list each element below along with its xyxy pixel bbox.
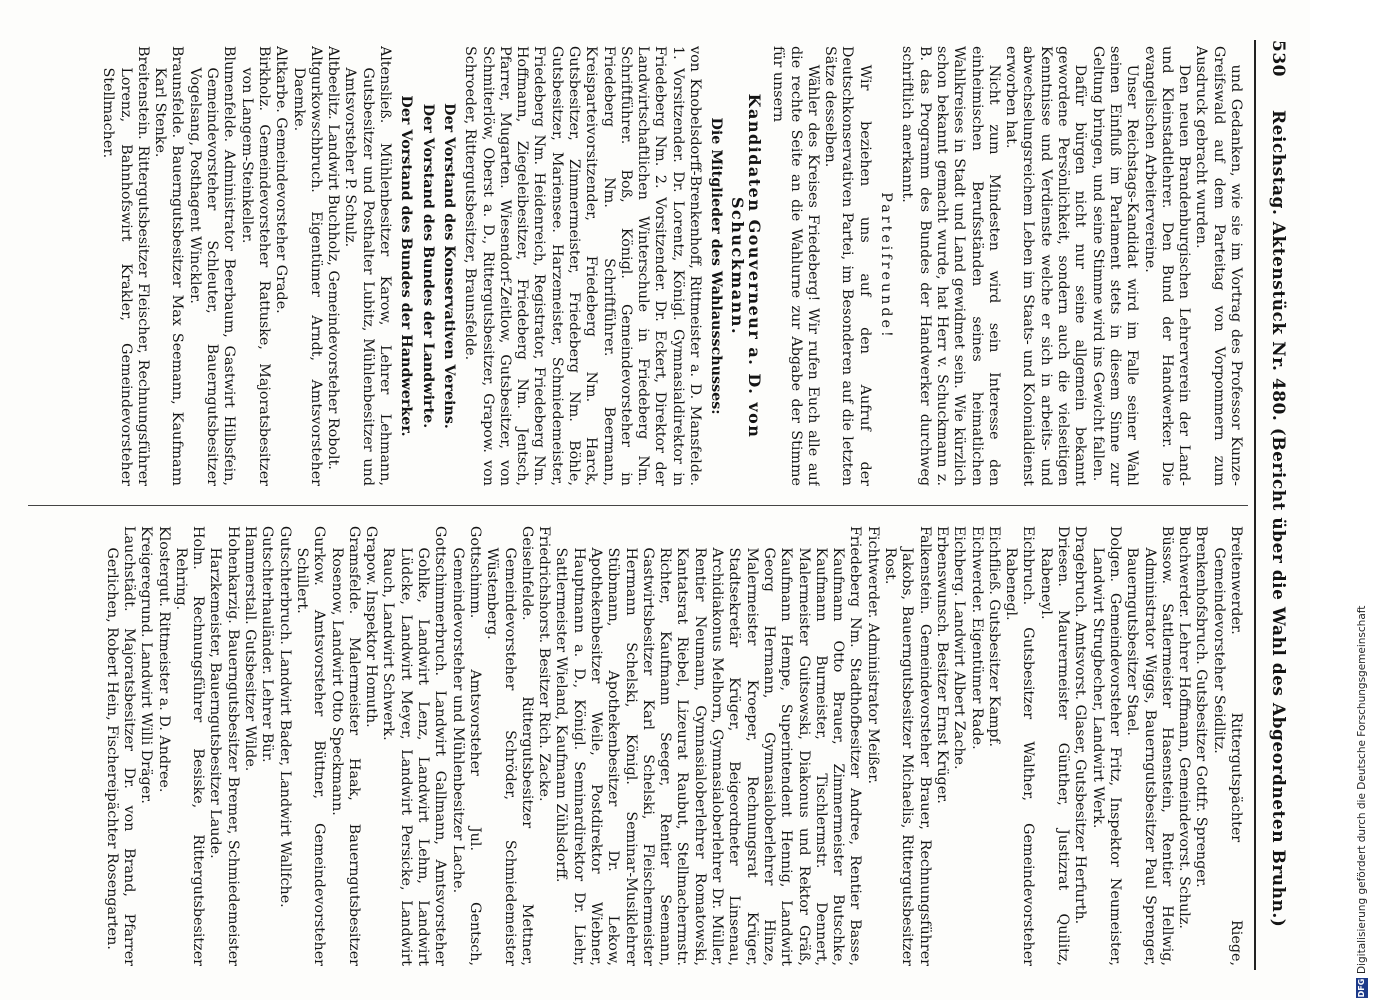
appeal-paragraphs bbox=[769, 46, 873, 486]
list-item: Brenkenhofsbruch. Gutsbesitzer Gottfr. Sprenger. bbox=[1193, 526, 1210, 888]
list-item: Gramsfelde. Malermeister Haak, Bauerngutsbesitzer Rosenow, Landwirt Otto Speckmann. bbox=[328, 526, 362, 966]
conservative-union-heading: Der Vorstand des Konservativen Vereins. bbox=[440, 103, 457, 429]
list-item: Gutschterhauländer. Lehrer Bür. bbox=[259, 526, 276, 763]
paragraph: Unser Reichstags-Kandidat wird im Falle seiner Wahl seinen Einfluß im Parlament stets in diesem Sinne zur Geltung bringen, und seine Stimme wird ins Gewicht fallen. bbox=[1089, 46, 1141, 486]
digitization-note-text: Digitalisierung gefördert durch die Deutsche Forschungsgemeinschaft bbox=[1356, 605, 1368, 974]
list-item: Altkarbe. Gemeindevorsteher Grade. bbox=[273, 46, 290, 314]
list-item: Geiselnfelde. Rittergutsbesitzer Mettner, Gemeindevorsteher Schröder, Schmiedemeister Wüstenberg. bbox=[484, 526, 535, 966]
list-item: Altgurkowschbruch. Eigentümer Arndt, Amtsvorsteher Daemke. bbox=[290, 46, 324, 486]
list-item: Altbeelitz. Landwirt Buchholz, Gemeindevorsteher Robolt. bbox=[325, 46, 342, 470]
farmers-union-heading: Der Vorstand des Bundes der Landwirte. bbox=[419, 103, 436, 429]
appeal-paragraph: Wähler des Kreises Friedeberg! Wir rufen Euch alle auf die rechte Seite an die Wahlurne zur Abgabe der Stimme für unsern bbox=[770, 46, 821, 486]
page-header bbox=[1258, 40, 1288, 970]
list-item: Lauchstädt. Majoratsbesitzer Dr. von Brand, Pfarrer Gerlichen, Robert Hein, Fischereipächter Rosengarten. bbox=[103, 526, 137, 966]
list-item: Driesen. Maurermeister Günther, Justizrat Quilitz, Rabeneyl. bbox=[1037, 526, 1072, 966]
right-entry-list bbox=[102, 526, 1244, 966]
parteifreunde-heading: Parteifreunde! bbox=[878, 192, 895, 340]
list-item: Eichberg. Landwirt Albert Zache. bbox=[951, 526, 968, 770]
paragraph: Nicht zum Mindesten wird sein Interesse den einheimischen Berufsständen seines heimatlichen Wahlkreises in Stadt und Land gewidmet sein. Wie kürzlich schon bekannt gemacht wurde, hat Herr v. Schuckmann z. B. das Programm des Bundes der Handwerker durchweg schriftlich anerkannt. bbox=[899, 46, 1002, 486]
list-item: Eichbruch. Gutsbesitzer Walther, Gemeindevorsteher Rabenegl. bbox=[1003, 526, 1037, 966]
list-item: Kreigeregrund. Landwirt Willi Dräger. bbox=[138, 526, 155, 804]
list-item: Gottschimm. Amtsvorsteher Jul. Gentsch, Gemeindevorsteher und Mühlenbesitzer Lache. bbox=[449, 526, 483, 966]
list-item: Friedeberg Nm. Stadthofbesitzer Andree, Rentier Basse, Kaufmann Otto Brauer, Zimmermeister Butschke, Kaufmann Burmeister, Tischlermstr. Dennert, Malermeister Guitsowski, Diakonus und Rektor Gräß, Kaufmann Hempe, Superintendent Hennig, Landwirt Georg Hermann, Gymnasialoberlehrer Hinze, Malermeister Kroeper, Rechnungsrat Krüger, Stadtsekretär Krüger, Beigeordneter Linsenau, Archidiakonus Melhorn, Gymnasialoberlehrer Dr. Müller, Rentier Neumann, Gymnasialoberlehrer Romatowski, Kantatsrat Riebel, Lizeurat Raubut, Stellmachermstr. Richter, Kaufmann Seeger, Rentier Seemann, Gastwirtsbesitzer Karl Schelski, Fleischermeister Hermann Schelski, Königl. Seminar-Musiklehrer Stübmann, Apothekenbesitzer Dr. Lekow, Apothekenbesitzer Weile, Postdirektor Wiebner, Hauptmann a. D., Königl. Seminardirektor Dr. Liehr, Sattlermeister Wieland, Kaufmann Zühlsdorff. bbox=[553, 526, 864, 966]
left-entry-list bbox=[99, 46, 393, 486]
paragraph: Den neuen Brandenburgischen Lehrerverein der Land- und Kleinstadtlehrer. Den Bund der Handwerker. Die evangelischen Arbeitervereine. bbox=[1141, 46, 1193, 486]
list-item: Eichwerder. Eigentümer Rade. bbox=[968, 526, 985, 750]
column-divider bbox=[28, 505, 1248, 506]
list-item: Klostergut. Rittmeister a. D. Andree. bbox=[155, 526, 172, 793]
list-item: Hohenkarzig. Bauerngutsbesitzer Bremer, Schmiedemeister Harzkemeister, Bauerngutsbesitzer Laude. bbox=[207, 526, 241, 966]
list-item: Dragebruch. Amtsvorst. Glaser, Gutsbesitzer Herfurth. bbox=[1072, 526, 1089, 925]
committee-text: von Knobelsdorff-Brenkenhoff, Rittmeister a. D. Mansfelde. 1. Vorsitzender. Dr. Lorentz, Königl. Gymnasialdirektor in Friedeberg Nm. 2. Vorsitzender. Dr. Eckert, Direktor der Landwirtschaftlichen Winterschule in Friedeberg Nm. Schriftführer. Boß, Königl. Gemeindevorsteher in Friedeberg Nm. Schriftführer. Beermann, Kreisparteivorsitzender, Friedeberg Nm. Harck, Gutsbesitzer, Zimmermeister, Friedeberg Nm. Böhle, Gutsbesitzer, Mariensee. Harzemeister, Schmiedemeister, Friedeberg Nm. Heidenreich, Registrator, Friedeberg Nm. Hoffmann, Ziegeleibesitzer, Friedeberg Nm. Jentsch, Pfarrer, Mugarten. Wiesendorf-Zeitlow, Gutsbesitzer, von Schmiterlöw, Oberst a. D., Rittergutsbesitzer, Grapow. von Schroeder, Rittergutsbesitzer, Braunsfelde. bbox=[462, 46, 704, 486]
list-item: Falkenstein. Gemeindevorsteher Brauer, Rechnungsführer Jakobs, Bauerngutsbesitzer Michaelis, Rittergutsbesitzer Rost. bbox=[882, 526, 933, 966]
craftsmen-union-heading: Der Vorstand des Bundes der Handwerker. bbox=[398, 95, 415, 437]
list-item: Breitenwerder. Rittergutspächter Riege, Gemeindevorsteher Seidlitz. bbox=[1210, 526, 1244, 966]
list-item: Erbenswunsch. Besitzer Ernst Krüger. bbox=[933, 526, 950, 804]
list-item: Gurkow. Amtsvorsteher Büttner, Gemeindevorsteher Schillert. bbox=[293, 526, 328, 966]
list-item: Eichfließ. Gutsbesitzer Kampf. bbox=[985, 526, 1002, 748]
list-item: Buchwerder. Lehrer Hoffmann, Gemeindevorst. Schulz. bbox=[1176, 526, 1193, 929]
digitization-note bbox=[1356, 606, 1368, 998]
list-item: Dolgen. Gemeindevorsteher Fritz, Inspektor Neumeister, Landwirt Strugbecher, Landwirt Werk. bbox=[1089, 526, 1123, 966]
list-item: Holm. Rechnungsführer Besiske, Rittergutsbesitzer Rehring. bbox=[172, 526, 207, 966]
list-item: Grapow. Inspektor Homuth. bbox=[363, 526, 380, 728]
left-column bbox=[24, 46, 1244, 486]
page-title: Reichstag. Aktenstück Nr. 480. (Bericht über die Wahl des Abgeordneten Bruhn.) bbox=[1268, 110, 1288, 928]
candidate-heading: Kandidaten Gouverneur a. D. von Schuckmann. bbox=[727, 93, 764, 439]
committee-heading: Die Mitglieder des Wahlausschusses: bbox=[708, 117, 725, 415]
paragraph: und Gedanken, wie sie im Vortrag des Professor Kunze-Greifswald auf dem Parteitag von Vorpommern zum Ausdruck gebracht wurden. bbox=[1193, 46, 1244, 486]
paragraph: Dafür bürgen nicht nur seine allgemein bekannt gewordene Persönlichkeit, sondern auch die vielseitigen Kenntnisse und Verdienste welche er sich in arbeits- und abwechselungsreichem Leben im Staats- und Kolonialdienst erworben hat. bbox=[1003, 46, 1089, 486]
dfg-logo-icon: DFG bbox=[1357, 978, 1366, 998]
list-item: Büssow. Sattlermeister Hasenstein, Rentier Hellwig, Administrator Wiggs, Bauerngutsbesitzer Paul Sprenger, Bauerngutsbesitzer Stael. bbox=[1124, 526, 1175, 966]
header-rule bbox=[1254, 40, 1256, 970]
list-item: Gottschimmerbruch. Landwirt Gallmann, Amtsvorsteher Gohlke, Landwirt Lenz, Landwirt Lehm, Landwirt Lüdcke, Landwirt Meyer, Landwirt Persicke, Landwirt Rauch, Landwirt Schwerk. bbox=[380, 526, 449, 966]
list-item: Hammerstall. Gutsbesitzer Wilde. bbox=[242, 526, 259, 772]
list-item: Breitenstein. Rittergutsbesitzer Fleischer, Rechnungsführer Lorenz, Bahnhofswirt Krakler, Gemeindevorsteher Stellmacher. bbox=[100, 46, 151, 486]
list-item: Birkholz. Gemeindevorsteher Rattuske, Majoratsbesitzer von Langem-Steinkeller. bbox=[238, 46, 272, 486]
page-number: 530 bbox=[1268, 40, 1288, 77]
appeal-paragraph: Wir beziehen uns auf den Aufruf der Deutschkonservativen Partei, im Besonderen auf die letzten Sätze desselben. bbox=[822, 46, 873, 486]
list-item: Altensließ. Mühlenbesitzer Karow, Lehrer Lehmann, Gutsbesitzer und Posthalter Lubitz, Mühlenbesitzer und Amtsvorsteher P. Schulz. bbox=[342, 46, 394, 486]
left-paragraphs bbox=[898, 46, 1244, 486]
list-item: Fichtwerder. Administrator Meißer. bbox=[864, 526, 881, 784]
list-item: Blumenfelde. Administrator Beerbaum, Gastwirt Hilbsfein, Gemeindevorsteher Schleuter, Bauerngutsbesitzer Vogelsang, Posthagent Winckler. bbox=[186, 46, 238, 486]
list-item: Gutschterbruch. Landwirt Bader, Landwirt Wallfche. bbox=[276, 526, 293, 908]
right-column bbox=[24, 526, 1244, 966]
list-item: Friedrichshorst. Besitzer Rich. Zacke. bbox=[536, 526, 553, 802]
list-item: Braunsfelde. Bauerngutsbesitzer Max Seemann, Kaufmann Karl Stenke. bbox=[152, 46, 186, 486]
